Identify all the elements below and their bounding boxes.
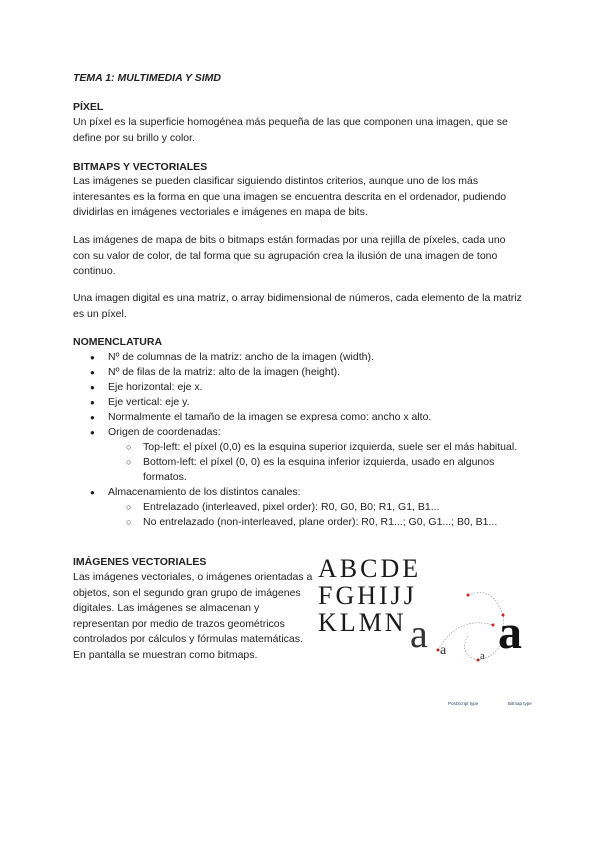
pixel-heading: PÍXEL (73, 101, 104, 113)
vectoriales-paragraph: Las imágenes vectoriales, o imágenes orientadas a objetos, son el segundo gran grupo de imágenes digitales. Las imágenes se almacenan y representan por medio de trazos geométricos controlados por cálculos y fórmulas matemáticas. En pantalla se muestran como bitmaps. (73, 571, 313, 661)
document-title: TEMA 1: MULTIMEDIA Y SIMD (73, 72, 221, 84)
small-letter-a: a (440, 643, 447, 658)
bitmaps-paragraph-1: Las imágenes se pueden clasificar siguiendo distintos criterios, aunque uno de los más interesantes es la forma en que una imagen se encuentra descrita en el ordenador, pudiendo dividirlas en imágenes vectoriales e imágenes en mapa de bits. (73, 175, 507, 218)
bitmap-letter-a: a (498, 606, 522, 659)
list-item: ● Eje horizontal: eje x. (90, 380, 530, 395)
postscript-letter-a: a (410, 611, 428, 656)
letters-row-3: KLMN (318, 608, 407, 637)
sublist-item: ○ Entrelazado (interleaved, pixel order): R0, G0, B0; R1, G1, B1... (126, 500, 530, 515)
sublist-item: ○ Top-left: el píxel (0,0) es la esquina superior izquierda, suele ser el más habitual. (126, 440, 530, 455)
bitmaps-heading: BITMAPS Y VECTORIALES (73, 161, 208, 173)
list-item: ● Nº de columnas de la matriz: ancho de la imagen (width). (90, 350, 530, 365)
vectoriales-heading: IMÁGENES VECTORIALES (73, 556, 207, 568)
origen-sublist (108, 440, 530, 485)
list-item: ● Eje vertical: eje y. (90, 395, 530, 410)
postscript-caption: PostScript type (448, 701, 479, 706)
pixel-paragraph: Un píxel es la superficie homogénea más pequeña de las que componen una imagen, que se define por su brillo y color. (73, 116, 508, 144)
list-item: ● Origen de coordenadas: ○ Top-left: el píxel (0,0) es la esquina superior izquierda, suele ser el más habitual. ○ Bottom-left: el píxel (0, 0) es la esquina inferior izquierda, usado en algunos formatos. (90, 425, 530, 485)
bitmaps-paragraph-2: Las imágenes de mapa de bits o bitmaps están formadas por una rejilla de píxeles, cada uno con su valor de color, de tal forma que su agrupación crea la ilusión de una imagen de tono continuo. (73, 234, 506, 277)
letters-row-1: ABCDE (318, 554, 422, 583)
list-item: ● Almacenamiento de los distintos canales: ○ Entrelazado (interleaved, pixel order): R0, G0, B0; R1, G1, B1... ○ No entrelazado (non-interleaved, plane order): R0, R1...; G0, G1...; B0, B1... (90, 485, 530, 530)
almacenamiento-sublist (108, 500, 530, 530)
list-item: ● Nº de filas de la matriz: alto de la imagen (height). (90, 365, 530, 380)
bitmaps-paragraph-3: Una imagen digital es una matriz, o array bidimensional de números, cada elemento de la matriz es un píxel. (73, 292, 522, 320)
vector-vs-bitmap-figure (318, 555, 548, 720)
sublist-item: ○ Bottom-left: el píxel (0, 0) es la esquina inferior izquierda, usado en algunos formatos. (126, 455, 530, 485)
bitmap-caption: Bitmap type (508, 701, 532, 706)
nomenclatura-list (90, 350, 530, 530)
small-letter-a: a (480, 650, 485, 662)
list-item: ● Normalmente el tamaño de la imagen se expresa como: ancho x alto. (90, 410, 530, 425)
sublist-item: ○ No entrelazado (non-interleaved, plane order): R0, R1...; G0, G1...; B0, B1... (126, 515, 530, 530)
nomenclatura-heading: NOMENCLATURA (73, 336, 163, 348)
letters-row-2: FGHIJJ (318, 581, 417, 610)
